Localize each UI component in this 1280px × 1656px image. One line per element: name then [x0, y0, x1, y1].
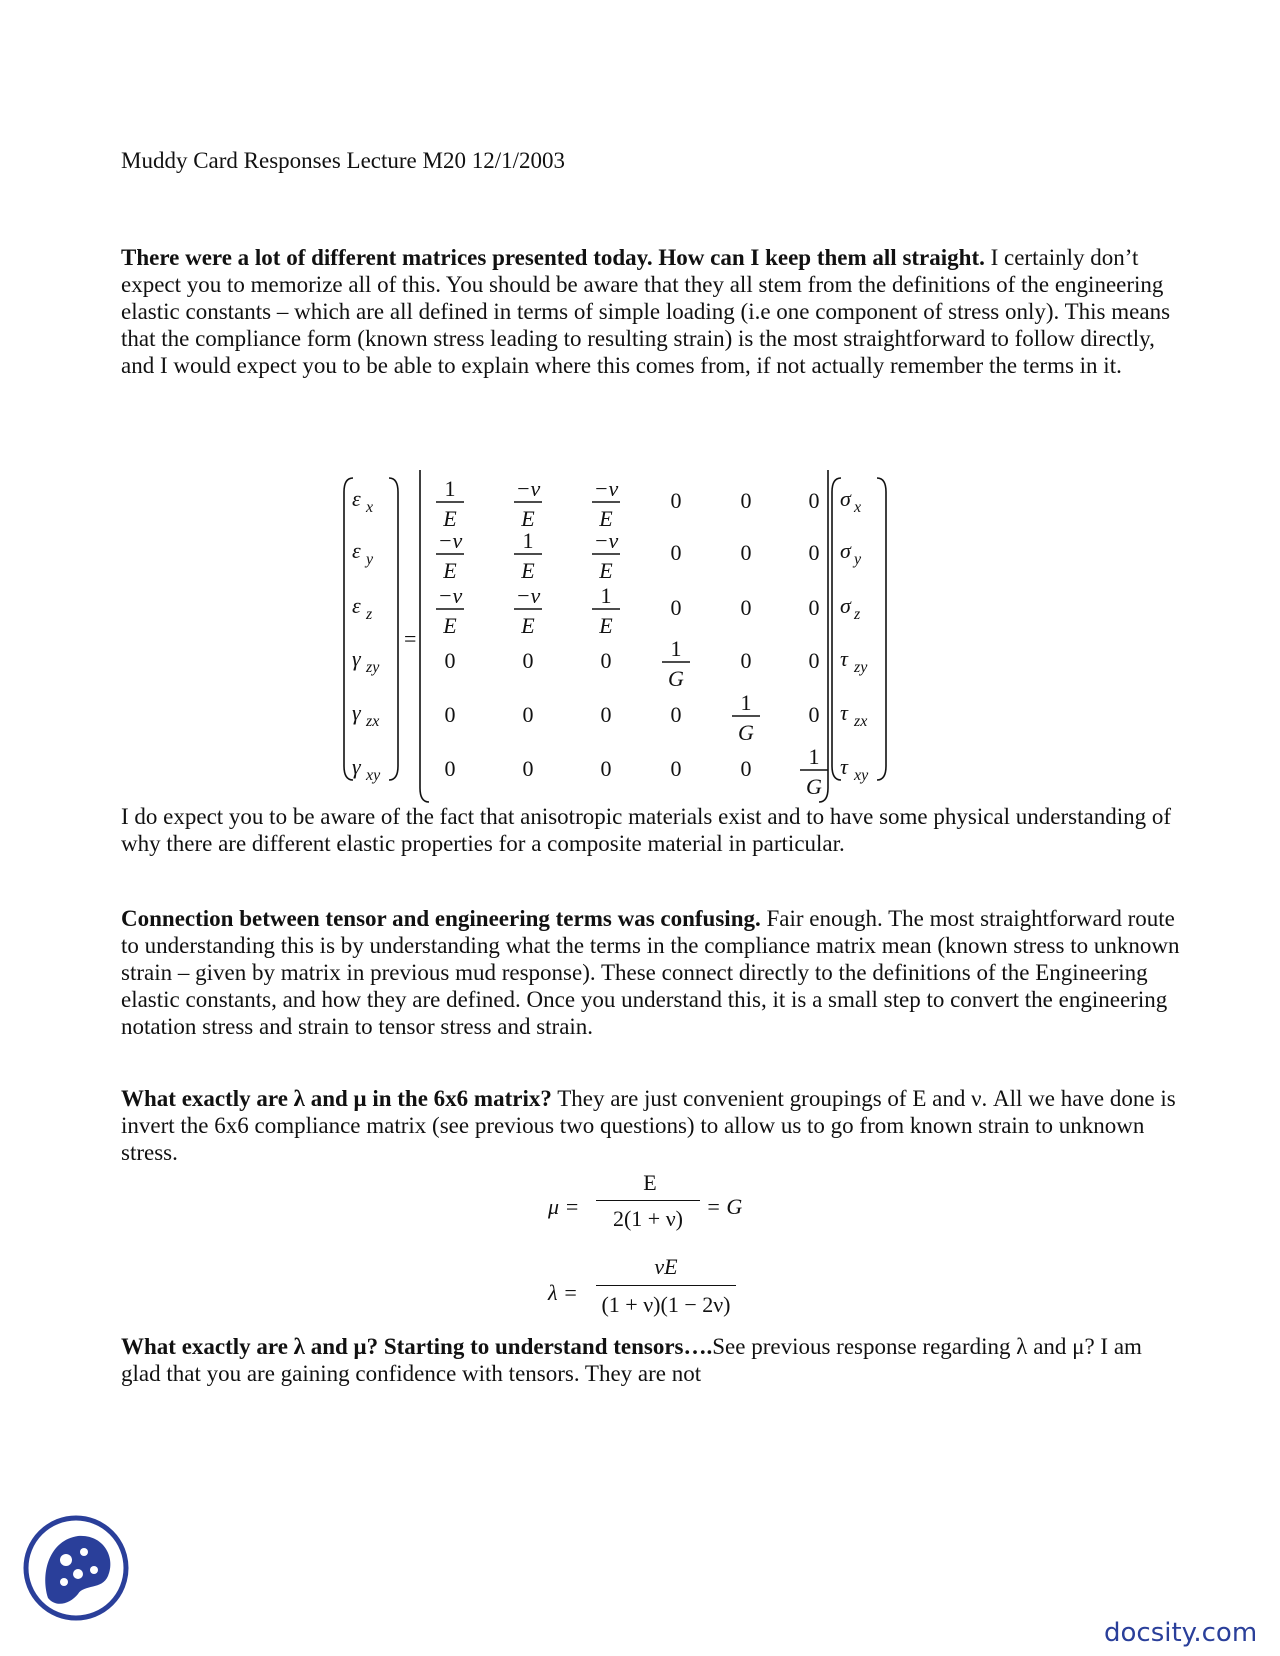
strain-vector-left-paren	[344, 478, 353, 780]
strain-component-symbol: γ	[352, 646, 361, 671]
strain-component-subscript: zy	[366, 659, 380, 676]
stress-component-symbol: σ	[840, 593, 851, 618]
stress-component-subscript: xy	[854, 767, 869, 784]
stress-component-symbol: σ	[840, 538, 851, 563]
strain-component-subscript: x	[366, 499, 374, 516]
stress-component-subscript: z	[854, 606, 861, 623]
lambda-numerator: νE	[654, 1254, 678, 1279]
question-5: What exactly are λ and μ? Starting to understand tensors….	[121, 1334, 713, 1359]
matrix-cell-zero: 0	[444, 648, 456, 673]
question-1: There were a lot of different matrices presented today. How can I keep them all straight.	[121, 245, 985, 270]
lambda-denominator: (1 + ν)(1 − 2ν)	[601, 1292, 731, 1317]
matrix-cell-numerator: 1	[444, 476, 456, 501]
matrix-cell-numerator: 1	[808, 744, 820, 769]
answer-2: I do expect you to be aware of the fact that anisotropic materials exist and to have some physical understanding of why there are different elastic properties for a composite material in particular.	[121, 804, 1171, 856]
stress-component-symbol: τ	[840, 646, 848, 671]
strain-component-symbol: ε	[352, 593, 361, 618]
matrix-cell-zero: 0	[670, 488, 682, 513]
matrix-cell-zero: 0	[740, 595, 752, 620]
matrix-cell-zero: 0	[670, 702, 682, 727]
lambda-fraction-bar	[596, 1285, 736, 1286]
matrix-cell-zero: 0	[600, 648, 612, 673]
strain-component-symbol: ε	[352, 538, 361, 563]
docsity-watermark: docsity.com	[1104, 1618, 1258, 1648]
strain-component-subscript: z	[366, 606, 373, 623]
mu-rhs: = G	[706, 1194, 743, 1219]
matrix-cell-numerator: 1	[600, 583, 612, 608]
strain-component-symbol: ε	[352, 486, 361, 511]
strain-component-subscript: y	[366, 551, 374, 568]
matrix-cell-denominator: E	[443, 558, 457, 583]
matrix-cell-zero: 0	[740, 648, 752, 673]
equals-sign: =	[404, 626, 417, 651]
matrix-cell-zero: 0	[740, 756, 752, 781]
mu-lhs: μ =	[548, 1194, 580, 1219]
matrix-cell-denominator: E	[599, 558, 613, 583]
strain-component-subscript: xy	[366, 767, 381, 784]
matrix-cell-zero: 0	[522, 702, 534, 727]
docsity-logo-icon	[20, 1512, 132, 1624]
question-3: Connection between tensor and engineering terms was confusing.	[121, 906, 761, 931]
compliance-matrix	[340, 470, 940, 820]
matrix-cell-denominator: E	[521, 506, 535, 531]
stress-component-symbol: σ	[840, 486, 851, 511]
stress-component-subscript: zx	[854, 713, 868, 730]
mu-denominator: 2(1 + ν)	[612, 1206, 683, 1231]
matrix-cell-zero: 0	[522, 648, 534, 673]
matrix-cell-zero: 0	[670, 540, 682, 565]
mu-fraction-bar	[596, 1200, 700, 1201]
stress-component-subscript: y	[854, 551, 862, 568]
strain-component-symbol: γ	[352, 754, 361, 779]
paragraph-3	[121, 905, 1181, 1040]
matrix-cell-numerator: −ν	[515, 476, 541, 501]
paragraph-4	[121, 1085, 1181, 1166]
strain-component-subscript: zx	[366, 713, 380, 730]
strain-component-symbol: γ	[352, 700, 361, 725]
matrix-cell-numerator: 1	[670, 636, 682, 661]
matrix-cell-denominator: E	[443, 506, 457, 531]
stress-component-subscript: zy	[854, 659, 868, 676]
paragraph-1	[121, 244, 1181, 379]
answer-3: Fair enough. The most straightforward route to understanding this is by understanding what the terms in the compliance matrix mean (known stress to unknown strain – given by matrix in previous mud response). These connect directly to the definitions of the Engineering elastic constants, and how they are defined. Once you understand this, it is a small step to convert the engineering notation stress and strain to tensor stress and strain.	[121, 906, 1180, 1039]
matrix-cell-denominator: G	[738, 720, 754, 745]
paragraph-2	[121, 803, 1181, 857]
matrix-cell-numerator: 1	[740, 690, 752, 715]
matrix-cell-numerator: −ν	[593, 476, 619, 501]
matrix-cell-denominator: E	[599, 613, 613, 638]
page-title: Muddy Card Responses Lecture M20 12/1/2003	[121, 148, 565, 173]
answer-1: I certainly don’t expect you to memorize all of this. You should be aware that they all stem from the definitions of the engineering elastic constants – which are all defined in terms of simple loading (i.e one component of stress only). This means that the compliance form (known stress leading to resulting strain) is the most straightforward to follow directly, and I would expect you to be able to explain where this comes from, if not actually remember the terms in it.	[121, 245, 1171, 378]
paragraph-5	[121, 1333, 1181, 1387]
matrix-cell-denominator: E	[521, 613, 535, 638]
matrix-cell-zero: 0	[670, 756, 682, 781]
lambda-lhs: λ =	[548, 1280, 578, 1305]
matrix-left-paren	[420, 470, 429, 802]
strain-vector-right-paren	[389, 478, 398, 780]
matrix-cell-zero: 0	[808, 540, 820, 565]
question-4: What exactly are λ and μ in the 6x6 matrix?	[121, 1086, 552, 1111]
matrix-cell-zero: 0	[740, 488, 752, 513]
matrix-cell-zero: 0	[444, 756, 456, 781]
matrix-cell-numerator: −ν	[437, 528, 463, 553]
matrix-cell-zero: 0	[600, 756, 612, 781]
matrix-cell-zero: 0	[522, 756, 534, 781]
matrix-cell-numerator: 1	[522, 528, 534, 553]
answer-4: They are just convenient groupings of E and ν. All we have done is invert the 6x6 compliance matrix (see previous two questions) to allow us to go from known strain to unknown stress.	[121, 1086, 1176, 1165]
stress-component-subscript: x	[854, 499, 862, 516]
matrix-cell-numerator: −ν	[437, 583, 463, 608]
matrix-cell-zero: 0	[808, 595, 820, 620]
matrix-cell-zero: 0	[670, 595, 682, 620]
stress-vector-left-paren	[832, 478, 841, 780]
matrix-right-paren	[819, 470, 828, 802]
stress-vector-right-paren	[877, 478, 886, 780]
matrix-cell-zero: 0	[600, 702, 612, 727]
stress-component-symbol: τ	[840, 700, 848, 725]
matrix-cell-denominator: E	[443, 613, 457, 638]
matrix-cell-zero: 0	[808, 648, 820, 673]
matrix-cell-denominator: E	[521, 558, 535, 583]
matrix-cell-zero: 0	[808, 488, 820, 513]
matrix-cell-zero: 0	[808, 702, 820, 727]
matrix-cell-denominator: E	[599, 506, 613, 531]
matrix-cell-zero: 0	[444, 702, 456, 727]
matrix-cell-denominator: G	[668, 666, 684, 691]
matrix-cell-numerator: −ν	[515, 583, 541, 608]
matrix-cell-numerator: −ν	[593, 528, 619, 553]
answer-5: See previous response regarding λ and μ? I am glad that you are gaining confidence with tensors. They are not	[121, 1334, 1142, 1386]
matrix-cell-denominator: G	[806, 774, 822, 799]
mu-numerator: E	[643, 1170, 657, 1195]
matrix-cell-zero: 0	[740, 540, 752, 565]
stress-component-symbol: τ	[840, 754, 848, 779]
